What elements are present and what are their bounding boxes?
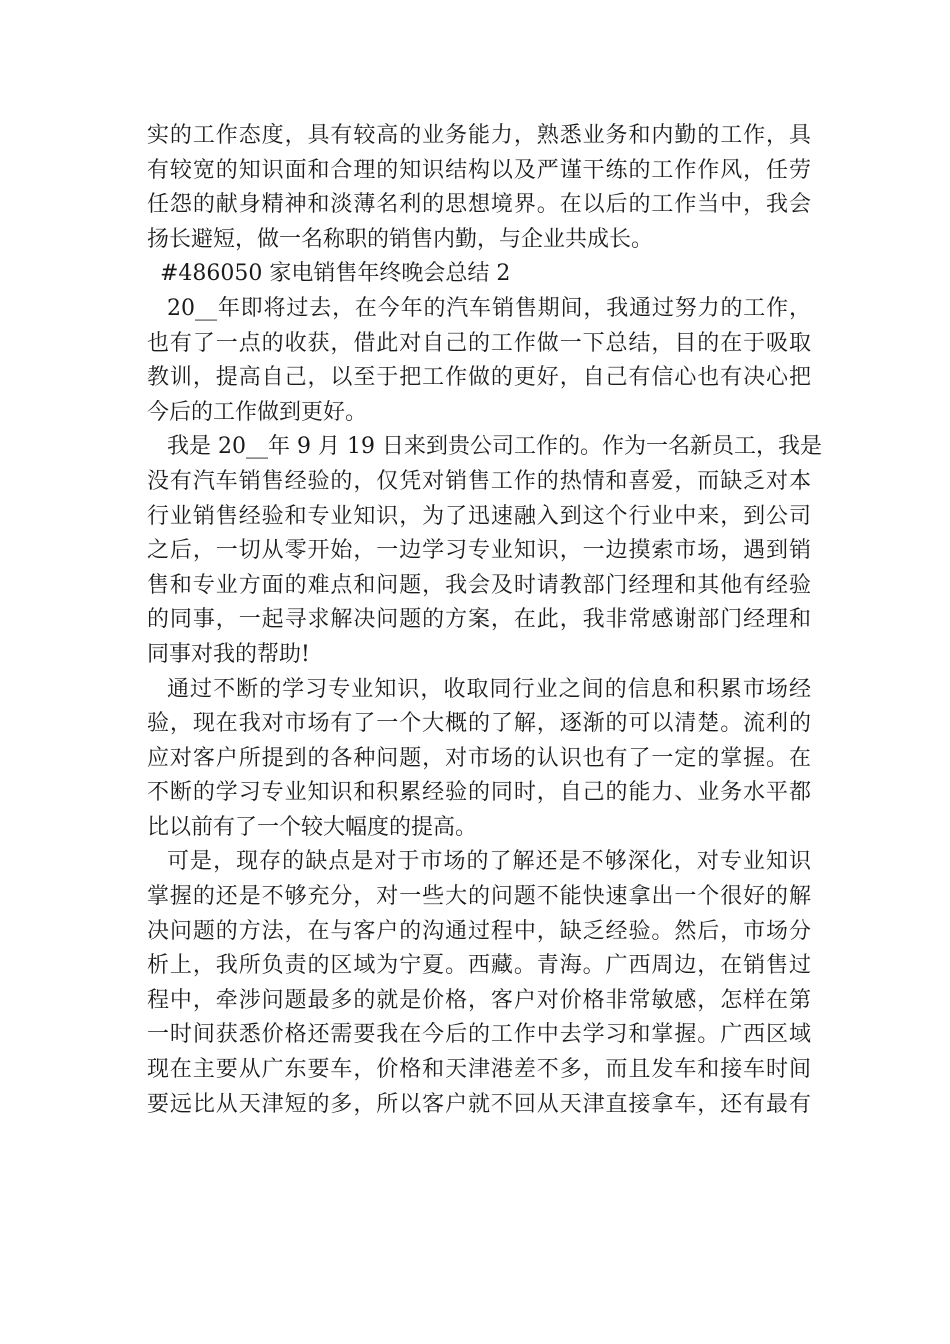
text-line: 要远比从天津短的多，所以客户就不回从天津直接拿车，还有最有 xyxy=(147,1091,811,1117)
text-line: 行业销售经验和专业知识，为了迅速融入到这个行业中来，到公司 xyxy=(147,503,811,529)
text-line: 掌握的还是不够充分，对一些大的问题不能快速拿出一个很好的解 xyxy=(147,884,811,910)
text-line: 析上，我所负责的区域为宁夏。西藏。青海。广西周边，在销售过 xyxy=(147,953,811,979)
text-line: 比以前有了一个较大幅度的提高。 xyxy=(147,814,478,840)
text-line: 任怨的献身精神和淡薄名利的思想境界。在以后的工作当中，我会 xyxy=(147,192,811,218)
text-line: 同事对我的帮助! xyxy=(147,641,310,667)
text-line: 也有了一点的收获，借此对自己的工作做一下总结，目的在于吸取 xyxy=(147,330,811,356)
section-heading: #486050 家电销售年终晚会总结 2 xyxy=(160,261,511,287)
text-line: 可是，现存的缺点是对于市场的了解还是不够深化，对专业知识 xyxy=(167,849,811,875)
text-line: 售和专业方面的难点和问题，我会及时请教部门经理和其他有经验 xyxy=(147,572,811,598)
text-line: 验，现在我对市场有了一个大概的了解，逐渐的可以清楚。流利的 xyxy=(147,711,811,737)
text-line: 今后的工作做到更好。 xyxy=(147,399,368,425)
text-line: 我是 20__年 9 月 19 日来到贵公司工作的。作为一名新员工，我是 xyxy=(167,434,822,460)
text-line: 通过不断的学习专业知识，收取同行业之间的信息和积累市场经 xyxy=(167,676,811,702)
text-line: 应对客户所提到的各种问题，对市场的认识也有了一定的掌握。在 xyxy=(147,745,811,771)
text-line: 教训，提高自己，以至于把工作做的更好，自己有信心也有决心把 xyxy=(147,365,811,391)
text-line: 有较宽的知识面和合理的知识结构以及严谨干练的工作作风，任劳 xyxy=(147,157,811,183)
text-line: 的同事，一起寻求解决问题的方案，在此，我非常感谢部门经理和 xyxy=(147,607,811,633)
text-line: 扬长避短，做一名称职的销售内勤，与企业共成长。 xyxy=(147,226,654,252)
document-body xyxy=(147,119,822,1122)
text-line: 20__年即将过去，在今年的汽车销售期间，我通过努力的工作， xyxy=(167,295,811,321)
text-line: 现在主要从广东要车，价格和天津港差不多，而且发车和接车时间 xyxy=(147,1057,811,1083)
text-line: 不断的学习专业知识和积累经验的同时，自己的能力、业务水平都 xyxy=(147,780,811,806)
text-line: 之后，一切从零开始，一边学习专业知识，一边摸索市场，遇到销 xyxy=(147,538,811,564)
text-line: 一时间获悉价格还需要我在今后的工作中去学习和掌握。广西区域 xyxy=(147,1022,811,1048)
text-line: 实的工作态度，具有较高的业务能力，熟悉业务和内勤的工作，具 xyxy=(147,123,811,148)
text-line: 程中，牵涉问题最多的就是价格，客户对价格非常敏感，怎样在第 xyxy=(147,987,811,1013)
text-line: 决问题的方法，在与客户的沟通过程中，缺乏经验。然后，市场分 xyxy=(147,918,811,944)
text-line: 没有汽车销售经验的，仅凭对销售工作的热情和喜爱，而缺乏对本 xyxy=(147,468,811,494)
